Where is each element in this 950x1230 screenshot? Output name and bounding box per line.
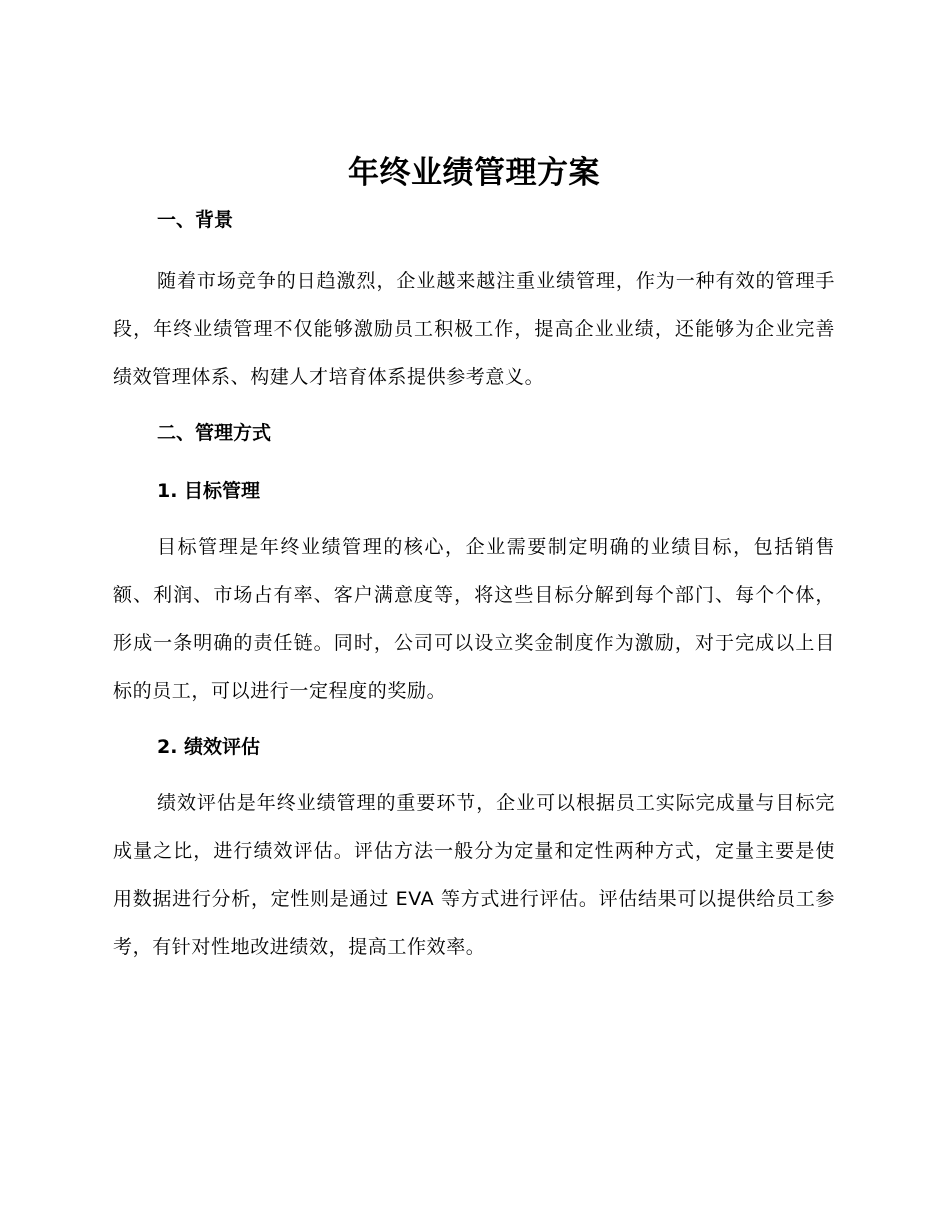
subsection-heading-goal-management: 1. 目标管理 <box>157 480 261 502</box>
paragraph-performance-evaluation: 绩效评估是年终业绩管理的重要环节，企业可以根据员工实际完成量与目标完成量之比，进行绩效评估。评估方法一般分为定量和定性两种方式，定量主要是使用数据进行分析，定性则是通过 EVA 等方式进行评估。评估结果可以提供给员工参考，有针对性地改进绩效，提高工作效率。 <box>113 792 835 958</box>
document-title: 年终业绩管理方案 <box>348 155 600 191</box>
spacer <box>113 198 835 206</box>
document-body <box>113 150 835 971</box>
section-heading-background: 一、背景 <box>157 209 234 231</box>
spacer <box>113 447 835 477</box>
spacer <box>113 761 835 779</box>
subsection-heading-performance-evaluation: 2. 绩效评估 <box>157 736 261 758</box>
spacer <box>113 715 835 733</box>
spacer <box>113 505 835 523</box>
paragraph-background: 随着市场竞争的日趋激烈，企业越来越注重业绩管理，作为一种有效的管理手段，年终业绩管理不仅能够激励员工积极工作，提高企业业绩，还能够为企业完善绩效管理体系、构建人才培育体系提供参考意义。 <box>113 270 835 388</box>
paragraph-goal-management: 目标管理是年终业绩管理的核心，企业需要制定明确的业绩目标，包括销售额、利润、市场占有率、客户满意度等，将这些目标分解到每个部门、每个个体，形成一条明确的责任链。同时，公司可以设立奖金制度作为激励，对于完成以上目标的员工，可以进行一定程度的奖励。 <box>113 536 835 702</box>
section-heading-management: 二、管理方式 <box>157 422 272 444</box>
spacer <box>113 401 835 419</box>
spacer <box>113 234 835 257</box>
